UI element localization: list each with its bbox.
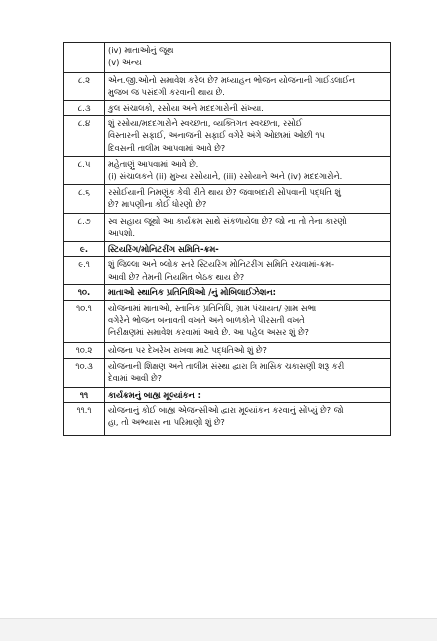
- text-line: મુજબ જ પસંદગી કરવાની થાય છે.: [108, 87, 225, 98]
- text-line: નિરીક્ષણમાં સમાવેશ કરવામાં આવે છે. આ પહેલ અસર શું છે?: [108, 327, 309, 338]
- item-number: ૮.૫: [64, 157, 105, 185]
- item-number: ૯.૧: [64, 257, 105, 285]
- question-text: [105, 101, 391, 116]
- item-number: ૧૦.: [64, 285, 105, 300]
- item-number: ૮.૩: [64, 101, 105, 116]
- text-line: દેવામાં આવી છે?: [108, 372, 162, 383]
- item-number: ૮.૨: [64, 73, 105, 101]
- item-number: [64, 43, 105, 73]
- table-row: [64, 43, 391, 73]
- text-line: યોજનાનું કોઈ બાહ્ય એજન્સીઓ દ્વારા મૂલ્યાંકન કરવાનું સોંપ્યું છે? જો: [108, 404, 344, 415]
- text-line: રસોઈયાની નિમણૂંક કેવી રીતે થાય છે? જવાબદારી સોંપવાની પદ્ધતિ શું: [108, 187, 341, 198]
- table-row: [64, 214, 391, 242]
- section-header-row: [64, 242, 391, 257]
- text-line: વિસ્તારની સફાઈ, અનાજની સફાઈ વગેરે અંગે ઓછામાં ઓછી ૧૫: [108, 130, 325, 141]
- table-row: [64, 116, 391, 157]
- text-line: (i) સંચાલકને (ii) મુખ્ય રસોયાને, (iii) રસોયાને અને (iv) મદદગારોને.: [108, 171, 343, 182]
- table-row: [64, 402, 391, 435]
- question-text: [105, 43, 391, 73]
- text-line: આવી છે? તેમની નિયમિત બેઠક થાય છે?: [108, 271, 245, 282]
- text-line: આપશો.: [108, 228, 136, 239]
- question-text: [105, 257, 391, 285]
- item-number: ૧૦.૩: [64, 358, 105, 387]
- question-text: [105, 157, 391, 185]
- text-line: હા, તો અભ્યાસ ના પરિમાણો શું છે?: [108, 417, 225, 428]
- section-title: [105, 285, 391, 300]
- table-row: [64, 358, 391, 387]
- text-line: છે? માપણીના કોઈ ધોરણો છે?: [108, 199, 207, 210]
- item-number: ૮.૪: [64, 116, 105, 157]
- question-text: [105, 300, 391, 342]
- text-line: યોજના પર દેખરેખ રાખવા માટે પદ્ધતિઓ શું છે?: [108, 344, 267, 355]
- text-line: શું રસોયા/મદદગારોને સ્વચ્છતા, વ્યક્તિગત સ્વચ્છતા, રસોઈ: [108, 118, 303, 129]
- item-number: ૧૦.૨: [64, 342, 105, 358]
- table-row: [64, 342, 391, 358]
- question-text: [105, 342, 391, 358]
- section-title: [105, 242, 391, 257]
- page-bottom-margin: [0, 618, 437, 641]
- text-line: એન.જી.ઓનો સમાવેશ કરેલ છે? મધ્યાહન ભોજન યોજનાની ગાઈડલાઈન: [108, 75, 355, 85]
- text-line: માતાઓ સ્થાનિક પ્રતિનિધિઓ /નું મોબિલાઈઝેશન:: [108, 287, 276, 298]
- text-line: (iv) માતાઓનું જૂથ: [108, 45, 174, 55]
- text-line: (v) અન્ય: [108, 57, 142, 68]
- text-line: સ્વ સહાય જૂથો આ કાર્યક્રમ સાથે સંકળાયેલા છે? જો ના તો તેના કારણો: [108, 216, 347, 227]
- question-text: [105, 358, 391, 387]
- item-number: ૧૧.૧: [64, 402, 105, 435]
- item-number: ૮.૭: [64, 214, 105, 242]
- table-row: [64, 101, 391, 116]
- item-number: ૮.૬: [64, 185, 105, 214]
- text-line: મહેતાણું આપવામાં આવે છે.: [108, 159, 199, 170]
- section-title: [105, 387, 391, 402]
- text-line: કુલ સંચાલકો, રસોયા અને મદદગારોની સંખ્યા.: [108, 103, 264, 113]
- question-text: [105, 185, 391, 214]
- item-number: ૧૦.૧: [64, 300, 105, 342]
- text-line: વગેરેને ભોજન બનાવતી વખતે અને બાળકોને પીરસતી વખતે: [108, 314, 305, 325]
- question-text: [105, 73, 391, 101]
- text-line: સ્ટિયરિંગ/મોનિટરીંગ સમિતિ-ક્રમ-: [108, 244, 219, 255]
- questionnaire-table: [63, 42, 391, 436]
- question-text: [105, 402, 391, 435]
- table-row: [64, 185, 391, 214]
- table-row: [64, 73, 391, 101]
- text-line: દિવસની તાલીમ આપવામાં આવે છે?: [108, 142, 226, 153]
- table-row: [64, 257, 391, 285]
- section-header-row: [64, 285, 391, 300]
- text-line: કાર્યક્રમનું બાહ્ય મૂલ્યાંકન :: [108, 389, 201, 400]
- table-row: [64, 300, 391, 342]
- text-line: શું જિલ્લા અને બ્લોક સ્તરે સ્ટિયરિંગ મોનિટરીંગ સમિતિ રચવામાં-ક્રમ-: [108, 259, 335, 270]
- item-number: ૧૧: [64, 387, 105, 402]
- table-row: [64, 157, 391, 185]
- text-line: યોજનામાં માતાઓ, સ્તાનિક પ્રતિનિધિ, ગ્રામ પંચાયત/ ગ્રામ સભા: [108, 302, 317, 313]
- text-line: યોજનાની શિક્ષણ અને તાલીમ સંસ્થા દ્વારા ત્રિ માસિક ચકાસણી શરૂ કરી: [108, 360, 345, 371]
- question-text: [105, 214, 391, 242]
- question-text: [105, 116, 391, 157]
- item-number: ૯.: [64, 242, 105, 257]
- section-header-row: [64, 387, 391, 402]
